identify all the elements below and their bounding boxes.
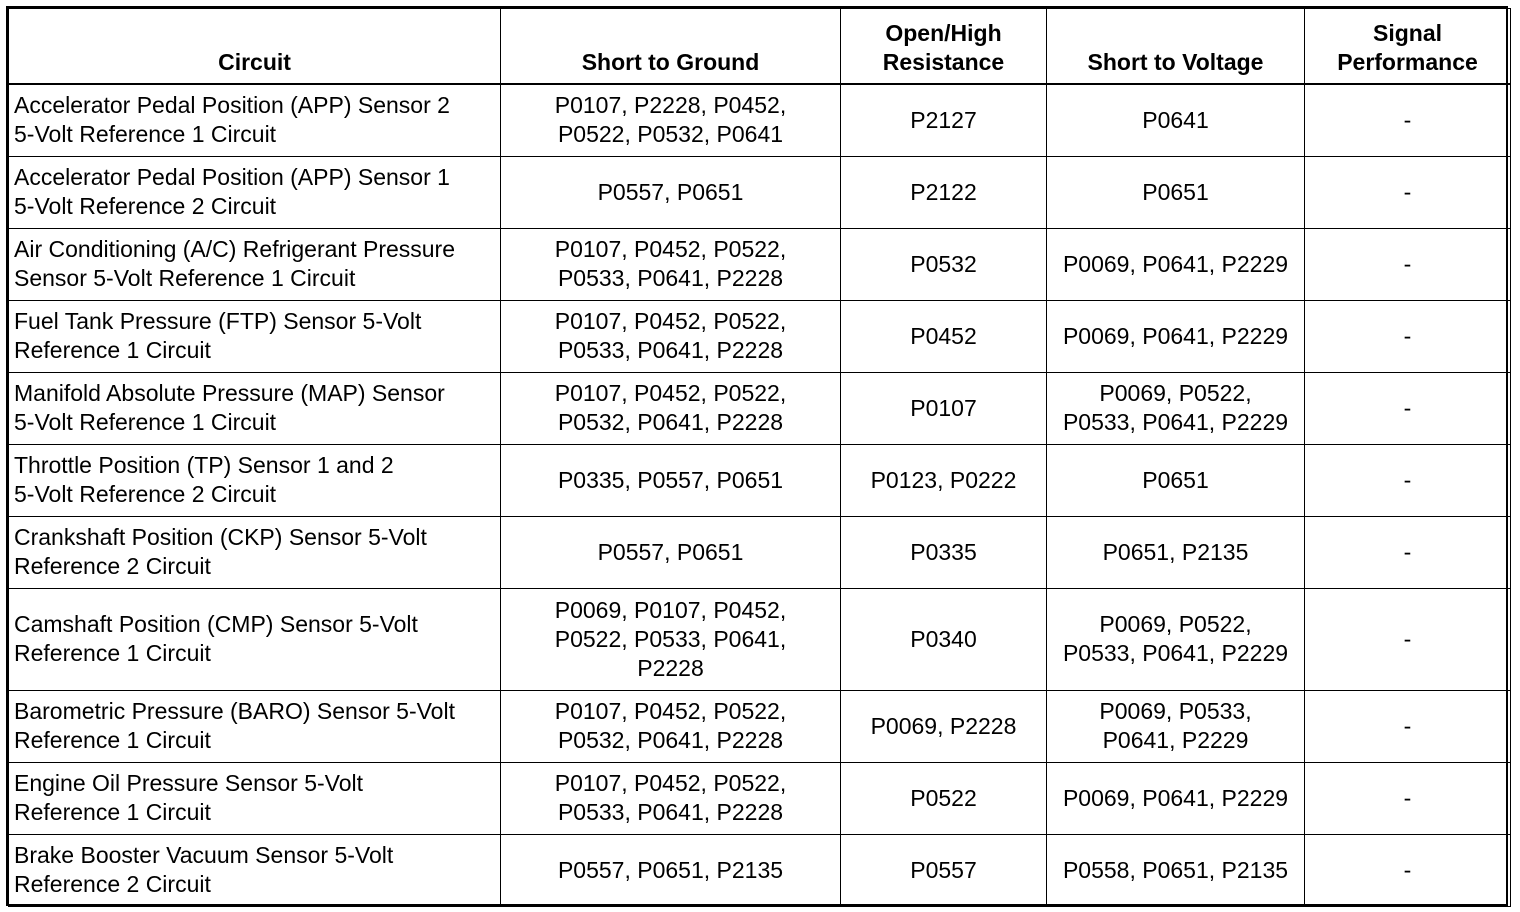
table-row	[9, 444, 1511, 516]
cell-short-to-voltage: P0558, P0651, P2135	[1047, 834, 1305, 906]
cell-circuit: Brake Booster Vacuum Sensor 5-Volt Reference 2 Circuit	[9, 834, 501, 906]
cell-short-to-voltage: P0651, P2135	[1047, 516, 1305, 588]
cell-short-to-voltage: P0069, P0522, P0533, P0641, P2229	[1047, 372, 1305, 444]
cell-open-high-resistance: P0107	[841, 372, 1047, 444]
cell-short-to-voltage: P0641	[1047, 84, 1305, 156]
cell-short-to-ground: P0557, P0651	[501, 156, 841, 228]
cell-circuit: Engine Oil Pressure Sensor 5-Volt Reference 1 Circuit	[9, 762, 501, 834]
cell-circuit: Fuel Tank Pressure (FTP) Sensor 5-Volt Reference 1 Circuit	[9, 300, 501, 372]
header-circuit: Circuit	[9, 9, 501, 85]
cell-signal-performance: -	[1305, 444, 1511, 516]
cell-short-to-ground: P0107, P0452, P0522, P0532, P0641, P2228	[501, 690, 841, 762]
cell-short-to-ground: P0107, P0452, P0522, P0533, P0641, P2228	[501, 300, 841, 372]
cell-signal-performance: -	[1305, 588, 1511, 690]
table-row	[9, 156, 1511, 228]
cell-circuit: Accelerator Pedal Position (APP) Sensor 1 5-Volt Reference 2 Circuit	[9, 156, 501, 228]
table-row	[9, 372, 1511, 444]
cell-open-high-resistance: P0452	[841, 300, 1047, 372]
cell-open-high-resistance: P0123, P0222	[841, 444, 1047, 516]
table-row	[9, 690, 1511, 762]
cell-circuit: Camshaft Position (CMP) Sensor 5-Volt Reference 1 Circuit	[9, 588, 501, 690]
header-row	[9, 9, 1511, 85]
cell-open-high-resistance: P0069, P2228	[841, 690, 1047, 762]
table-row	[9, 84, 1511, 156]
table-row	[9, 516, 1511, 588]
table-body	[9, 84, 1511, 906]
cell-short-to-ground: P0557, P0651	[501, 516, 841, 588]
cell-open-high-resistance: P0522	[841, 762, 1047, 834]
cell-short-to-ground: P0107, P0452, P0522, P0533, P0641, P2228	[501, 762, 841, 834]
header-short-to-ground: Short to Ground	[501, 9, 841, 85]
cell-signal-performance: -	[1305, 690, 1511, 762]
cell-short-to-ground: P0557, P0651, P2135	[501, 834, 841, 906]
cell-circuit: Crankshaft Position (CKP) Sensor 5-Volt Reference 2 Circuit	[9, 516, 501, 588]
table-header	[9, 9, 1511, 85]
header-signal-performance: Signal Performance	[1305, 9, 1511, 85]
header-short-to-voltage: Short to Voltage	[1047, 9, 1305, 85]
cell-short-to-voltage: P0069, P0641, P2229	[1047, 762, 1305, 834]
cell-open-high-resistance: P2127	[841, 84, 1047, 156]
cell-open-high-resistance: P2122	[841, 156, 1047, 228]
cell-short-to-voltage: P0069, P0641, P2229	[1047, 228, 1305, 300]
cell-short-to-voltage: P0069, P0641, P2229	[1047, 300, 1305, 372]
cell-circuit: Air Conditioning (A/C) Refrigerant Pressure Sensor 5-Volt Reference 1 Circuit	[9, 228, 501, 300]
table-row	[9, 762, 1511, 834]
cell-open-high-resistance: P0340	[841, 588, 1047, 690]
cell-short-to-ground: P0107, P2228, P0452, P0522, P0532, P0641	[501, 84, 841, 156]
dtc-table-sheet	[6, 6, 1508, 906]
cell-signal-performance: -	[1305, 516, 1511, 588]
cell-signal-performance: -	[1305, 762, 1511, 834]
cell-short-to-voltage: P0069, P0522, P0533, P0641, P2229	[1047, 588, 1305, 690]
cell-short-to-voltage: P0069, P0533, P0641, P2229	[1047, 690, 1305, 762]
table-row	[9, 300, 1511, 372]
cell-short-to-voltage: P0651	[1047, 156, 1305, 228]
cell-circuit: Accelerator Pedal Position (APP) Sensor 2 5-Volt Reference 1 Circuit	[9, 84, 501, 156]
cell-short-to-ground: P0107, P0452, P0522, P0533, P0641, P2228	[501, 228, 841, 300]
cell-short-to-ground: P0107, P0452, P0522, P0532, P0641, P2228	[501, 372, 841, 444]
cell-circuit: Throttle Position (TP) Sensor 1 and 2 5-Volt Reference 2 Circuit	[9, 444, 501, 516]
cell-open-high-resistance: P0557	[841, 834, 1047, 906]
cell-circuit: Barometric Pressure (BARO) Sensor 5-Volt Reference 1 Circuit	[9, 690, 501, 762]
cell-short-to-ground: P0069, P0107, P0452, P0522, P0533, P0641, P2228	[501, 588, 841, 690]
cell-short-to-voltage: P0651	[1047, 444, 1305, 516]
cell-open-high-resistance: P0335	[841, 516, 1047, 588]
cell-open-high-resistance: P0532	[841, 228, 1047, 300]
cell-signal-performance: -	[1305, 228, 1511, 300]
cell-circuit: Manifold Absolute Pressure (MAP) Sensor 5-Volt Reference 1 Circuit	[9, 372, 501, 444]
table-row	[9, 228, 1511, 300]
cell-signal-performance: -	[1305, 300, 1511, 372]
cell-signal-performance: -	[1305, 834, 1511, 906]
cell-short-to-ground: P0335, P0557, P0651	[501, 444, 841, 516]
cell-signal-performance: -	[1305, 372, 1511, 444]
cell-signal-performance: -	[1305, 156, 1511, 228]
table-row	[9, 588, 1511, 690]
cell-signal-performance: -	[1305, 84, 1511, 156]
dtc-circuit-table	[8, 8, 1511, 907]
table-row	[9, 834, 1511, 906]
header-open-high-resistance: Open/High Resistance	[841, 9, 1047, 85]
